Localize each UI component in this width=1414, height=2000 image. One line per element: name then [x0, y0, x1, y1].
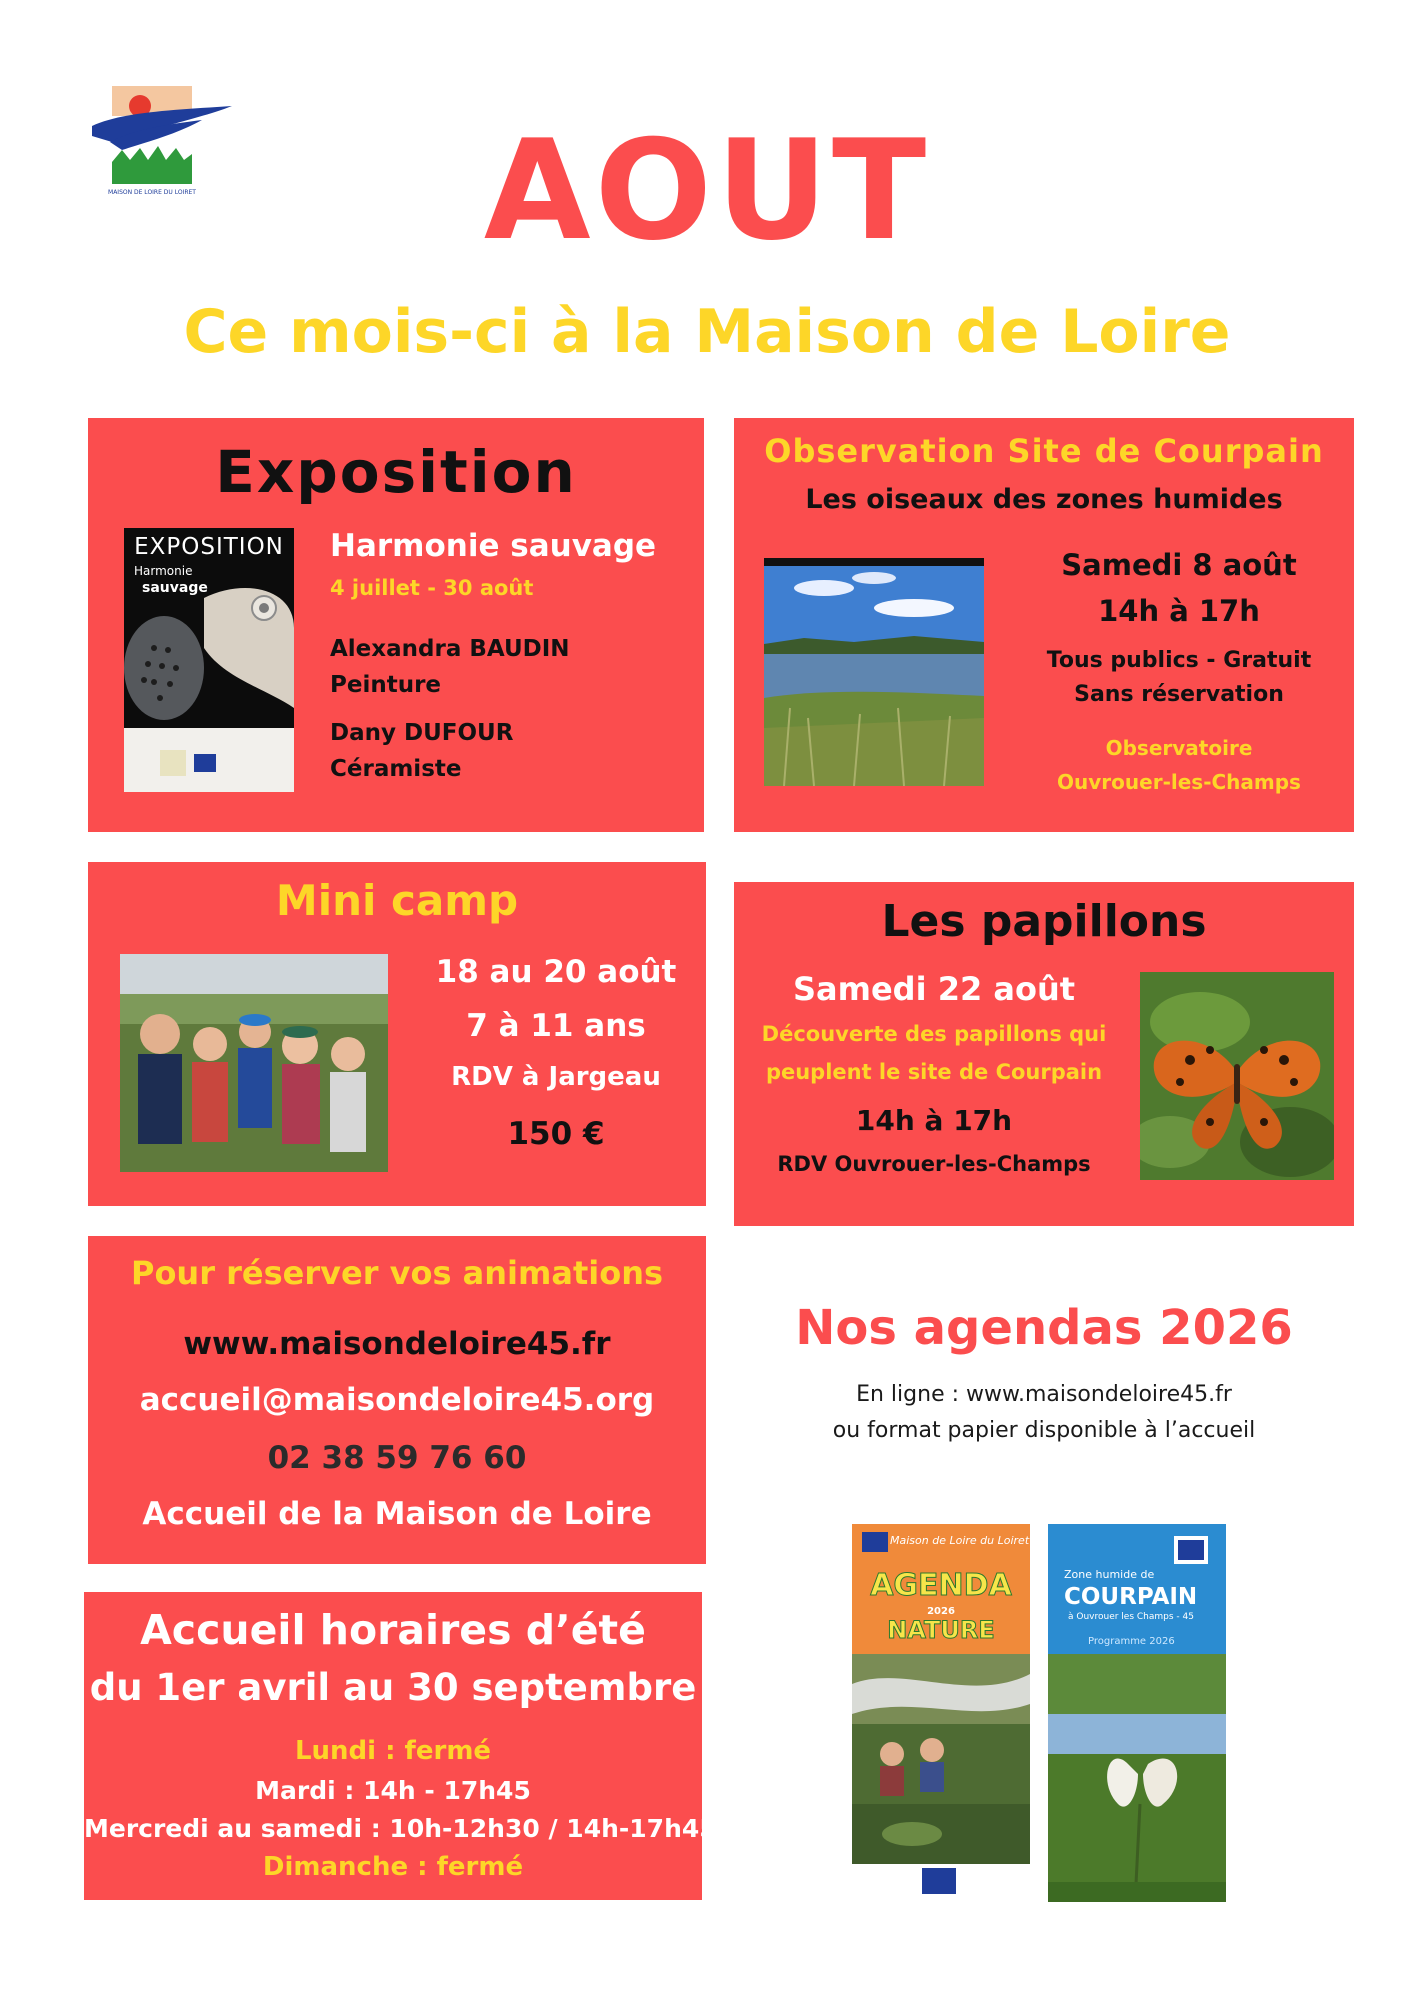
logo-caption: MAISON DE LOIRE DU LOIRET: [108, 189, 196, 196]
agendas-heading: Nos agendas 2026: [795, 1300, 1293, 1356]
cover1-year: 2026: [927, 1606, 955, 1617]
butterfly-photo: [1140, 972, 1334, 1180]
exposition-dates: 4 juillet - 30 août: [330, 576, 534, 600]
papillons-card: [734, 882, 1354, 1226]
artist-2-name: Dany DUFOUR: [330, 720, 514, 746]
papillons-meeting: RDV Ouvrouer-les-Champs: [777, 1152, 1091, 1176]
reservation-email-link[interactable]: accueil@maisondeloire45.org: [139, 1382, 655, 1418]
cover1-title-1: AGENDA: [870, 1568, 1012, 1603]
observation-booking: Sans réservation: [1074, 682, 1284, 707]
minicamp-heading: Mini camp: [275, 876, 519, 925]
courpain-programme-cover: [1048, 1524, 1226, 1902]
lake-photo: [764, 558, 984, 786]
horaires-card: [84, 1592, 717, 1900]
reservation-phone: 02 38 59 76 60: [267, 1440, 527, 1476]
agenda-nature-cover: [852, 1524, 1030, 1902]
minicamp-card: [88, 862, 706, 1206]
papillons-date: Samedi 22 août: [792, 970, 1076, 1008]
poster-title: EXPOSITION: [134, 534, 284, 560]
exposition-poster: [124, 528, 294, 792]
cover2-program: Programme 2026: [1088, 1636, 1175, 1647]
papillons-time: 14h à 17h: [855, 1104, 1013, 1137]
horaires-monday: Lundi : fermé: [294, 1736, 492, 1766]
observation-place-1: Observatoire: [1105, 736, 1253, 760]
artist-1-name: Alexandra BAUDIN: [330, 636, 570, 662]
artist-1-role: Peinture: [330, 672, 442, 698]
agendas-line-1: En ligne : www.maisondeloire45.fr: [856, 1382, 1232, 1407]
horaires-heading: Accueil horaires d’été: [140, 1606, 646, 1654]
exposition-heading: Exposition: [215, 438, 577, 506]
papillons-desc-2: peuplent le site de Courpain: [765, 1060, 1103, 1084]
cover1-title-2: NATURE: [887, 1616, 995, 1644]
artist-2-role: Céramiste: [330, 756, 462, 782]
observation-card: [734, 418, 1354, 832]
reservation-website-link[interactable]: www.maisondeloire45.fr: [183, 1326, 611, 1362]
observation-time: 14h à 17h: [1098, 594, 1260, 628]
cover2-title: COURPAIN: [1064, 1584, 1198, 1610]
page-subtitle: Ce mois-ci à la Maison de Loire: [183, 297, 1231, 367]
reservation-heading: Pour réserver vos animations: [130, 1254, 664, 1292]
horaires-tuesday: Mardi : 14h - 17h45: [255, 1776, 531, 1805]
observation-public: Tous publics - Gratuit: [1046, 648, 1312, 673]
minicamp-price: 150 €: [507, 1116, 605, 1152]
agendas-line-2: ou format papier disponible à l’accueil: [832, 1418, 1256, 1443]
horaires-period: du 1er avril au 30 septembre: [89, 1666, 697, 1709]
minicamp-meeting: RDV à Jargeau: [451, 1062, 661, 1092]
poster-subtitle-1: Harmonie: [134, 564, 193, 578]
reservation-card: [88, 1236, 706, 1564]
papillons-heading: Les papillons: [881, 896, 1207, 947]
observation-heading: Observation Site de Courpain: [764, 432, 1324, 470]
children-photo: [120, 954, 388, 1172]
reservation-desk: Accueil de la Maison de Loire: [142, 1496, 652, 1532]
observation-place-2: Ouvrouer-les-Champs: [1057, 770, 1301, 794]
observation-subheading: Les oiseaux des zones humides: [805, 484, 1283, 515]
cover2-label: Zone humide de: [1064, 1568, 1155, 1581]
observation-date: Samedi 8 août: [1061, 548, 1297, 582]
papillons-desc-1: Découverte des papillons qui: [761, 1022, 1107, 1046]
exposition-card: [88, 418, 704, 832]
horaires-sunday: Dimanche : fermé: [262, 1852, 524, 1882]
cover1-org: Maison de Loire du Loiret: [890, 1534, 1030, 1547]
minicamp-dates: 18 au 20 août: [435, 954, 677, 990]
exposition-name: Harmonie sauvage: [330, 528, 657, 564]
cover2-place: à Ouvrouer les Champs - 45: [1068, 1612, 1194, 1622]
horaires-wed-sat: Mercredi au samedi : 10h-12h30 / 14h-17h45: [84, 1814, 717, 1843]
poster-subtitle-2: sauvage: [142, 580, 208, 596]
page-title: AOUT: [483, 110, 931, 271]
minicamp-ages: 7 à 11 ans: [466, 1008, 646, 1044]
